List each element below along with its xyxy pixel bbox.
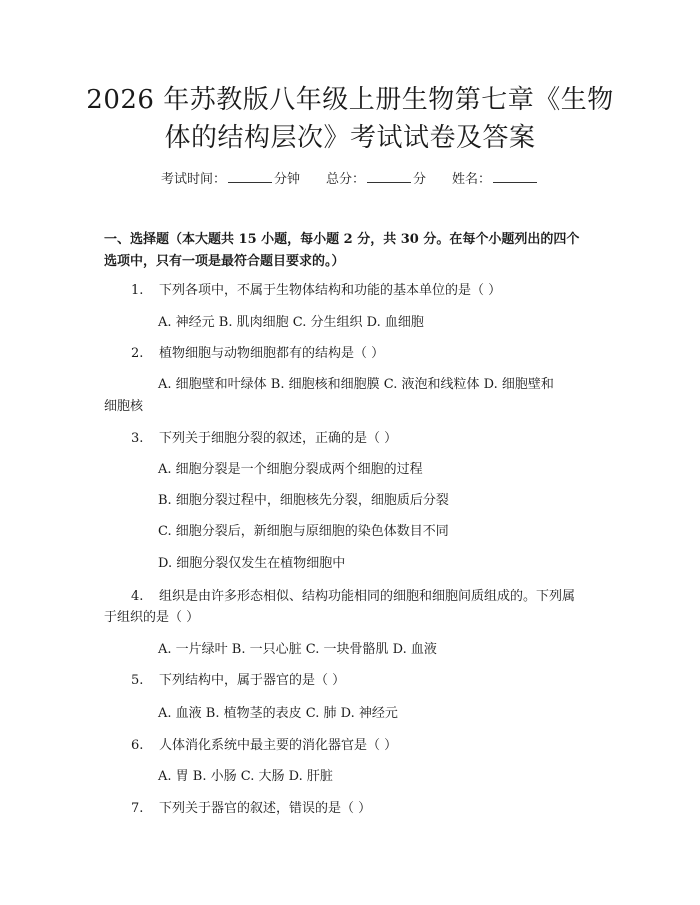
question-6-options: A. 胃 B. 小肠 C. 大肠 D. 肝脏 bbox=[158, 769, 333, 784]
question-3 bbox=[131, 428, 636, 450]
page-title-line2: 体的结构层次》考试试卷及答案 bbox=[164, 123, 536, 153]
exam-info bbox=[0, 168, 700, 187]
time-label: 考试时间： bbox=[160, 172, 226, 187]
name-blank bbox=[493, 170, 537, 183]
question-4-options: A. 一片绿叶 B. 一只心脏 C. 一块骨骼肌 D. 血液 bbox=[158, 642, 437, 657]
question-3-option-c: C. 细胞分裂后，新细胞与原细胞的染色体数目不同 bbox=[158, 524, 449, 539]
question-number: 7. bbox=[131, 801, 144, 816]
question-text: 植物细胞与动物细胞都有的结构是（ ） bbox=[159, 346, 385, 361]
question-text: 人体消化系统中最主要的消化器官是（ ） bbox=[159, 738, 398, 753]
score-label: 总分： bbox=[325, 172, 365, 187]
time-unit: 分钟 bbox=[273, 172, 300, 187]
question-2 bbox=[131, 343, 636, 365]
question-4-line2: 于组织的是（ ） bbox=[104, 610, 200, 625]
question-text: 下列结构中，属于器官的是（ ） bbox=[159, 673, 346, 688]
question-3-option-d: D. 细胞分裂仅发生在植物细胞中 bbox=[158, 556, 346, 571]
section-heading-line1: 一、选择题（本大题共 15 小题，每小题 2 分，共 30 分。在每个小题列出的四个 bbox=[104, 232, 580, 247]
question-number: 1. bbox=[131, 283, 144, 298]
score-unit: 分 bbox=[413, 172, 427, 187]
question-text: 下列关于细胞分裂的叙述，正确的是（ ） bbox=[159, 431, 398, 446]
question-5-options: A. 血液 B. 植物茎的表皮 C. 肺 D. 神经元 bbox=[158, 706, 398, 721]
question-3-option-a: A. 细胞分裂是一个细胞分裂成两个细胞的过程 bbox=[158, 462, 423, 477]
question-3-option-b: B. 细胞分裂过程中，细胞核先分裂，细胞质后分裂 bbox=[158, 493, 449, 508]
question-1 bbox=[131, 280, 636, 302]
question-number: 2. bbox=[131, 346, 144, 361]
question-1-options: A. 神经元 B. 肌肉细胞 C. 分生组织 D. 血细胞 bbox=[158, 315, 424, 330]
question-2-options-line1: A. 细胞壁和叶绿体 B. 细胞核和细胞膜 C. 液泡和线粒体 D. 细胞壁和 bbox=[158, 377, 554, 392]
question-number: 3. bbox=[131, 431, 144, 446]
time-blank bbox=[228, 170, 272, 183]
question-4-line1 bbox=[131, 586, 636, 608]
question-6 bbox=[131, 735, 636, 757]
question-number: 5. bbox=[131, 673, 144, 688]
question-number: 6. bbox=[131, 738, 144, 753]
question-text: 下列关于器官的叙述，错误的是（ ） bbox=[159, 801, 372, 816]
question-text: 下列各项中，不属于生物体结构和功能的基本单位的是（ ） bbox=[159, 283, 502, 298]
question-5 bbox=[131, 670, 636, 692]
question-number: 4. bbox=[131, 589, 144, 604]
section-heading-line2: 选项中，只有一项是最符合题目要求的。） bbox=[104, 254, 345, 269]
page-title-line1: 2026 年苏教版八年级上册生物第七章《生物 bbox=[86, 85, 614, 115]
question-2-options-line2: 细胞核 bbox=[104, 399, 144, 414]
question-text: 组织是由许多形态相似、结构功能相同的细胞和细胞间质组成的。下列属 bbox=[159, 589, 576, 604]
score-blank bbox=[367, 170, 411, 183]
question-7 bbox=[131, 798, 636, 820]
name-label: 姓名： bbox=[452, 172, 492, 187]
